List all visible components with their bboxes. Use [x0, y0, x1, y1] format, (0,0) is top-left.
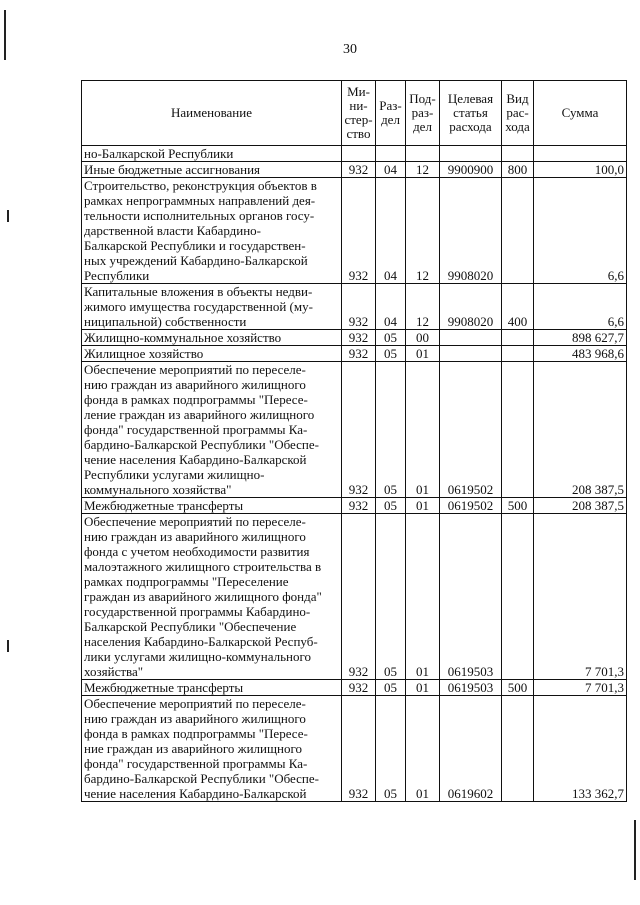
cell-amount: 7 701,3: [534, 514, 627, 680]
cell-expense-type: [502, 146, 534, 162]
table-row: [82, 498, 627, 514]
header-amount: Сумма: [534, 81, 627, 146]
table-row: [82, 146, 627, 162]
cell-amount: 7 701,3: [534, 680, 627, 696]
cell-expense-type: 800: [502, 162, 534, 178]
header-target: Целевая статья расхода: [440, 81, 502, 146]
header-expense-type: Вид рас- хода: [502, 81, 534, 146]
cell-section: 05: [376, 498, 406, 514]
cell-ministry: 932: [342, 346, 376, 362]
cell-target: [440, 330, 502, 346]
cell-subsection: 12: [406, 162, 440, 178]
header-ministry: Ми- ни- стер- ство: [342, 81, 376, 146]
cell-ministry: 932: [342, 330, 376, 346]
cell-name: Иные бюджетные ассигнования: [82, 162, 342, 178]
cell-expense-type: 500: [502, 498, 534, 514]
cell-subsection: 01: [406, 362, 440, 498]
cell-target: [440, 146, 502, 162]
cell-section: 05: [376, 346, 406, 362]
cell-target: 0619503: [440, 514, 502, 680]
page-number: 30: [343, 42, 357, 57]
cell-expense-type: [502, 362, 534, 498]
cell-ministry: 932: [342, 284, 376, 330]
cell-target: [440, 346, 502, 362]
table-row: [82, 680, 627, 696]
cell-expense-type: [502, 514, 534, 680]
cell-name: Строительство, реконструкция объектов в рамках непрограммных направлений дея- тельности исполнительных органов госу- дарственной власти Кабардино- Балкарской Республики и государствен- ных учреждений Кабардино-Балкарской Республики: [82, 178, 342, 284]
cell-name: Межбюджетные трансферты: [82, 498, 342, 514]
cell-section: 05: [376, 330, 406, 346]
cell-amount: [534, 146, 627, 162]
cell-target: 0619502: [440, 362, 502, 498]
cell-expense-type: [502, 346, 534, 362]
cell-amount: 6,6: [534, 178, 627, 284]
cell-amount: 6,6: [534, 284, 627, 330]
table-row: [82, 514, 627, 680]
cell-name: Жилищное хозяйство: [82, 346, 342, 362]
scan-mark-right: [634, 820, 636, 880]
scan-mark-left-top: [4, 10, 6, 60]
cell-subsection: [406, 146, 440, 162]
cell-ministry: 932: [342, 162, 376, 178]
scan-mark-left-mid: [7, 210, 9, 222]
cell-expense-type: [502, 696, 534, 802]
cell-section: 05: [376, 362, 406, 498]
cell-target: 0619502: [440, 498, 502, 514]
cell-target: 9908020: [440, 178, 502, 284]
table-header-row: [82, 81, 627, 146]
cell-amount: 898 627,7: [534, 330, 627, 346]
cell-ministry: 932: [342, 514, 376, 680]
cell-amount: 133 362,7: [534, 696, 627, 802]
cell-ministry: 932: [342, 680, 376, 696]
cell-subsection: 01: [406, 498, 440, 514]
cell-ministry: 932: [342, 498, 376, 514]
cell-amount: 208 387,5: [534, 498, 627, 514]
cell-section: 04: [376, 162, 406, 178]
cell-section: 05: [376, 696, 406, 802]
cell-expense-type: 500: [502, 680, 534, 696]
cell-target: 9908020: [440, 284, 502, 330]
table-row: [82, 346, 627, 362]
cell-name: Межбюджетные трансферты: [82, 680, 342, 696]
cell-amount: 483 968,6: [534, 346, 627, 362]
header-subsection: Под- раз- дел: [406, 81, 440, 146]
cell-target: 9900900: [440, 162, 502, 178]
cell-expense-type: [502, 330, 534, 346]
budget-table: [81, 80, 627, 802]
table-row: [82, 284, 627, 330]
cell-target: 0619602: [440, 696, 502, 802]
cell-section: [376, 146, 406, 162]
cell-ministry: 932: [342, 362, 376, 498]
cell-target: 0619503: [440, 680, 502, 696]
cell-amount: 100,0: [534, 162, 627, 178]
cell-expense-type: 400: [502, 284, 534, 330]
cell-subsection: 12: [406, 178, 440, 284]
table-row: [82, 330, 627, 346]
cell-expense-type: [502, 178, 534, 284]
cell-section: 04: [376, 178, 406, 284]
cell-section: 05: [376, 514, 406, 680]
cell-subsection: 12: [406, 284, 440, 330]
header-name: Наименование: [82, 81, 342, 146]
cell-name: Жилищно-коммунальное хозяйство: [82, 330, 342, 346]
cell-ministry: [342, 146, 376, 162]
cell-section: 04: [376, 284, 406, 330]
table-row: [82, 178, 627, 284]
cell-subsection: 01: [406, 346, 440, 362]
table-row: [82, 162, 627, 178]
cell-amount: 208 387,5: [534, 362, 627, 498]
cell-name: Обеспечение мероприятий по переселе- нию граждан из аварийного жилищного фонда в рамках подпрограммы "Пересе- ление граждан из аварийного жилищного фонда" государственной программы Ка- бардино-Балкарской Республики "Обеспе- чение населения Кабардино-Балкарской Республики услугами жилищно- коммунального хозяйства": [82, 362, 342, 498]
cell-subsection: 01: [406, 514, 440, 680]
cell-name: Капитальные вложения в объекты недви- жимого имущества государственной (му- ниципальной) собственности: [82, 284, 342, 330]
header-section: Раз- дел: [376, 81, 406, 146]
cell-name: но-Балкарской Республики: [82, 146, 342, 162]
table-row: [82, 696, 627, 802]
cell-name: Обеспечение мероприятий по переселе- нию граждан из аварийного жилищного фонда в рамках подпрограммы "Пересе- ние граждан из аварийного жилищного фонда" государственной программы Ка- бардино-Балкарской Республики "Обеспе- чение населения Кабардино-Балкарской: [82, 696, 342, 802]
table-row: [82, 362, 627, 498]
cell-subsection: 01: [406, 696, 440, 802]
cell-subsection: 00: [406, 330, 440, 346]
scan-mark-left-low: [7, 640, 9, 652]
cell-name: Обеспечение мероприятий по переселе- нию граждан из аварийного жилищного фонда с учетом необходимости развития малоэтажного жилищного строительства в рамках подпрограммы "Переселение граждан из аварийного жилищного фонда" государственной программы Кабардино- Балкарской Республики "Обеспечение населения Кабардино-Балкарской Респуб- лики услугами жилищно-коммунального хозяйства": [82, 514, 342, 680]
cell-subsection: 01: [406, 680, 440, 696]
cell-section: 05: [376, 680, 406, 696]
cell-ministry: 932: [342, 178, 376, 284]
cell-ministry: 932: [342, 696, 376, 802]
